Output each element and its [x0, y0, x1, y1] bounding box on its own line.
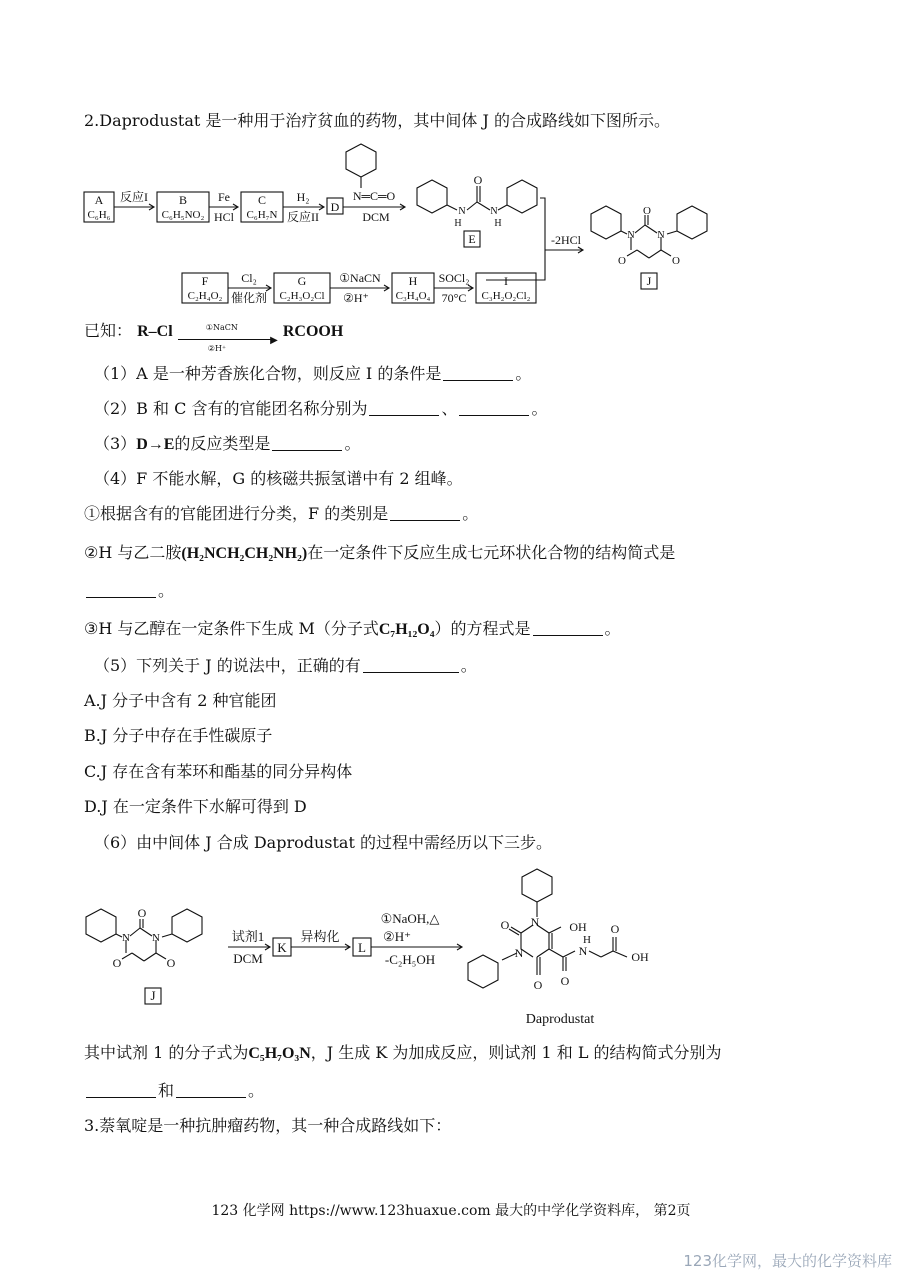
q2-part4: （4）F 不能水解，G 的核磁共振氢谱中有 2 组峰。 [94, 469, 463, 488]
e-h2: H [494, 218, 502, 229]
known-left: R–Cl [137, 323, 173, 340]
box-c-label: C [257, 193, 267, 207]
page-footer: 123 化学网 https://www.123huaxue.com 最大的中学化学资料库， 第2页 [211, 1203, 691, 1219]
dap-n2: N [514, 946, 524, 960]
box-l-label: L [358, 940, 366, 955]
known-cond2: ②H⁺ [207, 344, 227, 353]
reagent1-formula: C₅H₇O₃N [248, 1045, 311, 1062]
q2-part5: （5）下列关于 J 的说法中，正确的有 。 [94, 656, 477, 675]
product-name: Daprodustat [525, 1012, 595, 1027]
dap-n3: N [578, 944, 588, 958]
reagent-h-plus: ②H⁺ [383, 929, 411, 944]
dap-n1: N [530, 915, 540, 929]
j-o1: O [643, 205, 651, 217]
j2-o3: O [166, 956, 176, 970]
loss-ethanol: -C₂H₅OH [384, 952, 436, 967]
box-e-label: E [468, 232, 476, 246]
step1-label: 反应I [120, 190, 148, 204]
j-o2: O [618, 255, 626, 267]
reagent-fe: Fe [218, 190, 230, 204]
answer-blank-4c[interactable] [533, 619, 603, 636]
j-n2: N [657, 230, 665, 241]
e-n1: N [458, 206, 466, 217]
answer-blank-5[interactable] [363, 656, 459, 673]
reagent-1: 试剂1 [231, 929, 265, 944]
option-a: A.J 分子中含有 2 种官能团 [84, 691, 277, 710]
solvent-dcm: DCM [362, 210, 390, 224]
box-f-label: F [201, 274, 209, 288]
reagent-naoh: ①NaOH,△ [380, 911, 440, 926]
dap-o1: O [500, 918, 510, 932]
reaction-temp: 70°C [441, 291, 467, 305]
q2-part6-text: 其中试剂 1 的分子式为C₅H₇O₃N，J 生成 K 为加成反应，则试剂 1 和 L 的结构简式分别为 [84, 1043, 722, 1062]
dap-oh2: OH [631, 950, 649, 964]
dap-o3: O [560, 974, 570, 988]
q2-part6: （6）由中间体 J 合成 Daprodustat 的过程中需经历以下三步。 [94, 833, 552, 852]
option-d: D.J 在一定条件下水解可得到 D [84, 797, 307, 816]
known-right: RCOOH [282, 323, 344, 340]
q2-part4b-answer: 。 [84, 580, 174, 602]
reagent-catalyst: 催化剂 [230, 291, 268, 305]
reagent-nacn: ①NaCN [339, 271, 381, 285]
answer-blank-6a[interactable] [86, 1081, 156, 1098]
synthesis-scheme-1 [0, 140, 902, 310]
j2-n2: N [152, 932, 160, 944]
j-n1: N [627, 230, 635, 241]
reagent-h2: H₂ [296, 190, 310, 204]
d-to-e: D→E [136, 436, 175, 453]
box-h-formula: C₃H₄O₄ [395, 290, 431, 302]
q2-part4b: ②H 与乙二胺(H₂NCH₂CH₂NH₂)在一定条件下反应生成七元环状化合物的结构简式是 [84, 543, 676, 562]
answer-blank-2a[interactable] [369, 399, 439, 416]
reagent-socl2: SOCl₂ [438, 271, 470, 285]
watermark: 123化学网，最大的化学资料库 [683, 1252, 892, 1270]
reagent-hcl: HCl [213, 210, 235, 224]
box-b-formula: C₆H₅NO₂ [161, 209, 205, 221]
box-h-label: H [408, 274, 418, 288]
e-n2: N [490, 206, 498, 217]
box-j-label: J [646, 274, 652, 288]
q2-part2: （2）B 和 C 含有的官能团名称分别为 、 。 [94, 399, 548, 418]
option-c: C.J 存在含有苯环和酯基的同分异构体 [84, 762, 353, 781]
answer-blank-2b[interactable] [459, 399, 529, 416]
q2-part4c: ③H 与乙醇在一定条件下生成 M（分子式C₇H₁₂O₄）的方程式是 。 [84, 619, 621, 638]
box-d-label: D [330, 200, 340, 214]
answer-blank-3[interactable] [272, 434, 342, 451]
j2-o2: O [112, 956, 122, 970]
j2-box-label: J [150, 988, 156, 1003]
e-h1: H [454, 218, 462, 229]
answer-blank-4b[interactable] [86, 581, 156, 598]
elimination-hcl: -2HCl [551, 233, 581, 247]
answer-blank-6b[interactable] [176, 1081, 246, 1098]
box-i-formula: C₃H₂O₂Cl₂ [481, 290, 531, 302]
q2-part6-answer: 和 。 [84, 1080, 264, 1102]
box-k-label: K [277, 940, 287, 955]
scheme2-dcm: DCM [233, 951, 263, 966]
q2-part1: （1）A 是一种芳香族化合物，则反应 I 的条件是 。 [94, 364, 532, 383]
q2-part4a: ①根据含有的官能团进行分类，F 的类别是 。 [84, 504, 479, 523]
box-b-label: B [178, 193, 188, 207]
isocyanate-text: N═C═O [352, 189, 396, 203]
dap-oh1: OH [569, 920, 587, 934]
answer-blank-4a[interactable] [390, 504, 460, 521]
m-formula: C₇H₁₂O₄ [378, 621, 435, 638]
isomerize-label: 异构化 [300, 929, 340, 944]
box-f-formula: C₂H₄O₂ [187, 290, 223, 302]
j2-o1: O [137, 906, 147, 920]
known-reaction [84, 320, 344, 353]
q2-part3: （3）D→E的反应类型是 。 [94, 434, 361, 453]
reagent-cl2: Cl₂ [241, 271, 257, 285]
dap-o4: O [610, 922, 620, 936]
reagent-hplus: ②H⁺ [343, 291, 369, 305]
box-c-formula: C₆H₇N [246, 209, 278, 221]
e-carbonyl-o: O [473, 173, 483, 187]
known-cond1: ①NaCN [205, 323, 238, 332]
q3-intro: 3.萘氧啶是一种抗肿瘤药物，其一种合成路线如下： [84, 1116, 452, 1135]
box-g-formula: C₂H₃O₂Cl [279, 290, 325, 302]
box-g-label: G [297, 274, 307, 288]
q2-intro: 2.Daprodustat 是一种用于治疗贫血的药物，其中间体 J 的合成路线如下图所示。 [84, 111, 670, 130]
synthesis-scheme-2 [0, 865, 902, 1035]
box-a-label: A [94, 193, 104, 207]
box-a-formula: C₆H₆ [87, 209, 111, 221]
box-i-label: I [504, 274, 508, 288]
j2-n1: N [122, 932, 130, 944]
known-prefix: 已知： [84, 321, 133, 340]
answer-blank-1[interactable] [443, 364, 513, 381]
dap-o2: O [533, 978, 543, 992]
known-arrow: ①NaCN ②H⁺ ▶ [178, 323, 274, 340]
j-o3: O [672, 255, 680, 267]
ethylenediamine-formula: (H₂NCH₂CH₂NH₂) [181, 545, 308, 562]
step2-label: 反应II [287, 210, 319, 224]
option-b: B.J 分子中存在手性碳原子 [84, 726, 273, 745]
dap-nh: H [583, 934, 591, 946]
